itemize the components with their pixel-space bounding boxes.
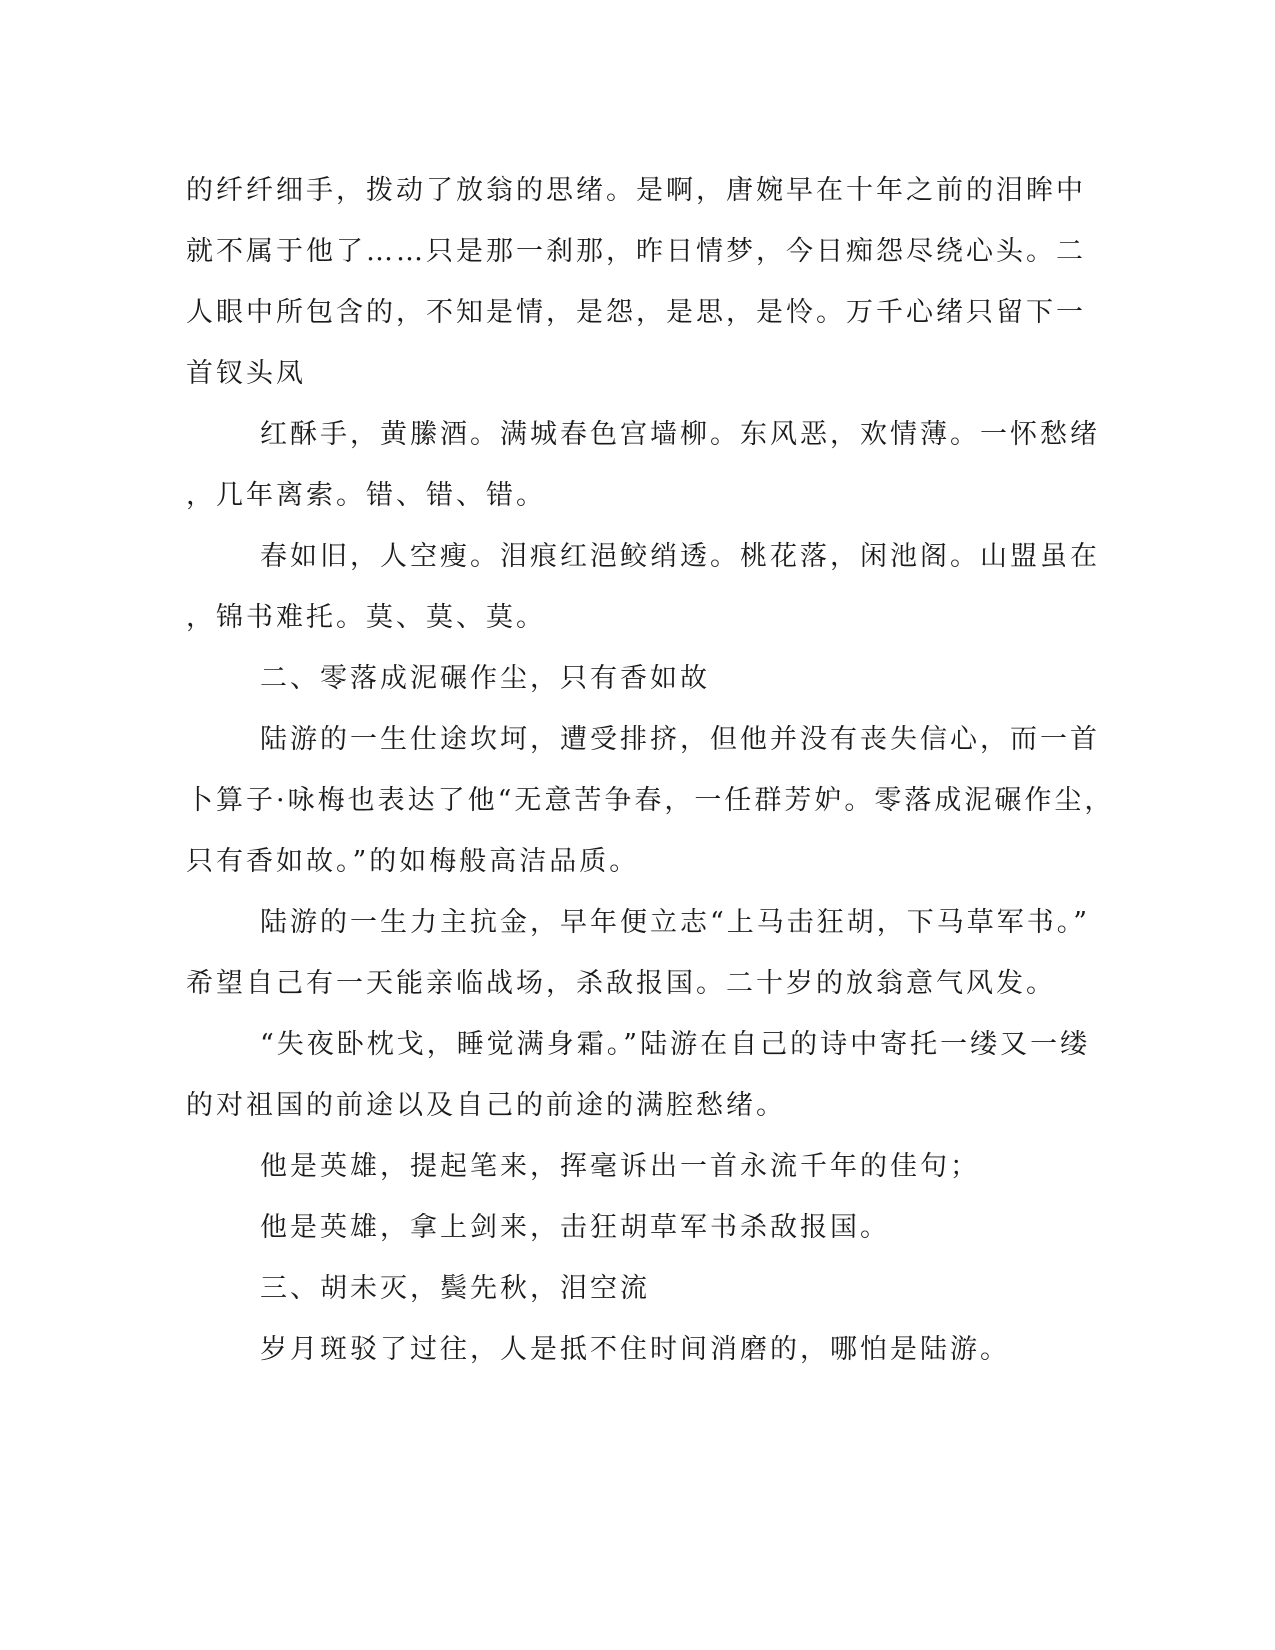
poem-line: 红酥手，黄縢酒。满城春色宫墙柳。东风恶，欢情薄。一怀愁绪 xyxy=(260,419,1100,450)
text-line: 的对祖国的前途以及自己的前途的满腔愁绪。 xyxy=(186,1090,786,1121)
section-heading: 三、胡未灭，鬓先秋，泪空流 xyxy=(260,1273,650,1304)
text-line: “失夜卧枕戈，睡觉满身霜。”陆游在自己的诗中寄托一缕又一缕 xyxy=(260,1029,1091,1060)
text-line: 卜算子·咏梅也表达了他“无意苦争春，一任群芳妒。零落成泥碾作尘， xyxy=(186,785,1115,816)
text-line: 希望自己有一天能亲临战场，杀敌报国。二十岁的放翁意气风发。 xyxy=(186,968,1056,999)
text-line: 就不属于他了……只是那一刹那，昨日情梦，今日痴怨尽绕心头。二 xyxy=(186,236,1086,267)
text-line: 首钗头凤 xyxy=(186,358,306,389)
text-line: 陆游的一生力主抗金，早年便立志“上马击狂胡，下马草军书。” xyxy=(260,907,1091,938)
poem-line: 春如旧，人空瘦。泪痕红浥鲛绡透。桃花落，闲池阁。山盟虽在 xyxy=(260,541,1100,572)
section-heading: 二、零落成泥碾作尘，只有香如故 xyxy=(260,663,710,694)
text-line: 的纤纤细手，拨动了放翁的思绪。是啊，唐婉早在十年之前的泪眸中 xyxy=(186,175,1086,206)
text-line: 岁月斑驳了过往，人是抵不住时间消磨的，哪怕是陆游。 xyxy=(260,1334,1010,1365)
document-body xyxy=(186,160,1115,1380)
text-line: 只有香如故。”的如梅般高洁品质。 xyxy=(186,846,640,877)
text-line: 他是英雄，拿上剑来，击狂胡草军书杀敌报国。 xyxy=(260,1212,890,1243)
text-line: 陆游的一生仕途坎坷，遭受排挤，但他并没有丧失信心，而一首 xyxy=(260,724,1100,755)
poem-line: ，几年离索。错、错、错。 xyxy=(186,480,546,511)
poem-line: ，锦书难托。莫、莫、莫。 xyxy=(186,602,546,633)
text-line: 人眼中所包含的，不知是情，是怨，是思，是怜。万千心绪只留下一 xyxy=(186,297,1086,328)
text-line: 他是英雄，提起笔来，挥毫诉出一首永流千年的佳句； xyxy=(260,1151,980,1182)
